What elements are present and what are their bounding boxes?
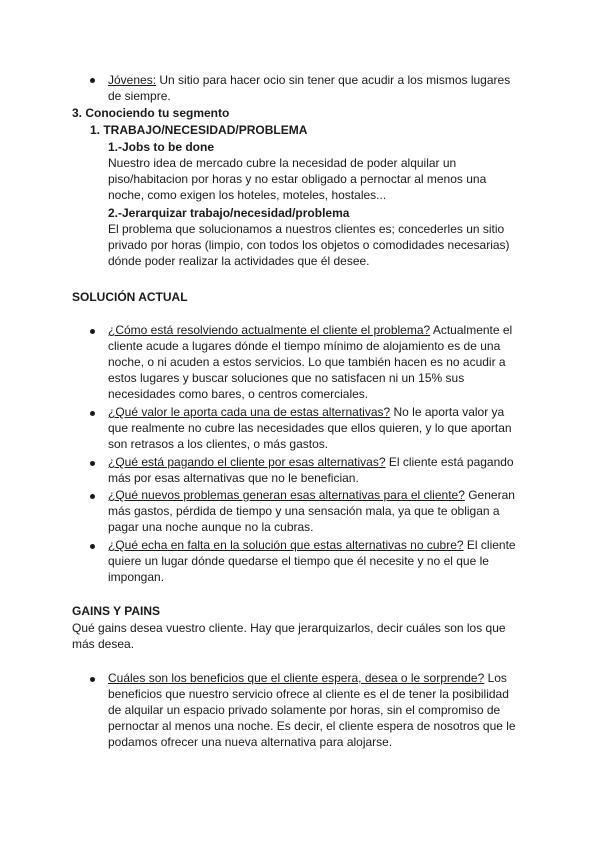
paragraph-line: El problema que solucionamos a nuestros clientes es; concederles un sitio <box>108 222 505 236</box>
bullet-icon <box>90 677 95 682</box>
bullet-line: que realmente no cubre las necesidades que ellos quieren, y lo que aportan <box>108 421 512 435</box>
bullet-line: podamos ofrecer una nueva alternativa para alojarse. <box>108 735 393 749</box>
bullet-line: más gastos, pérdida de tiempo y una sensación mala, ya que te obligan a <box>108 504 500 518</box>
bullet-line: más por esas alternativas que no le benefician. <box>108 471 359 485</box>
bullet-line: necesidades como bares, o centros comerciales. <box>108 387 369 401</box>
bullet-line: son retrasos a los clientes, o más gastos. <box>108 437 329 451</box>
paragraph-line: Nuestro idea de mercado cubre la necesidad de poder alquilar un <box>108 156 457 170</box>
bullet-icon <box>90 329 95 334</box>
bullet-icon <box>90 494 95 499</box>
bullet-line: de alquilar un espacio privado solamente por horas, sin el compromiso de <box>108 703 501 717</box>
bullet-icon <box>90 461 95 466</box>
bullet-line: estos lugares y buscar soluciones que no satisfacen ni un 15% sus <box>108 371 465 385</box>
sub-heading: 1. TRABAJO/NECESIDAD/PROBLEMA <box>90 123 308 137</box>
bullet-line: quiere un lugar dónde quedarse el tiempo que él necesite y no el que le <box>108 554 489 568</box>
rank-title: 2.-Jerarquizar trabajo/necesidad/problema <box>108 206 350 220</box>
bullet-line: ¿Qué echa en falta en la solución que estas alternativas no cubre? El cliente <box>108 538 516 552</box>
paragraph-line: privado por horas (limpio, con todos los objetos o comodidades necesarias) <box>108 238 510 252</box>
solucion-heading: SOLUCIÓN ACTUAL <box>72 290 188 304</box>
bullet-line: cliente acude a lugares dónde el tiempo mínimo de alojamiento es de una <box>108 339 501 353</box>
bullet-line: ¿Qué nuevos problemas generan esas alternativas para el cliente? Generan <box>108 488 515 502</box>
bullet-icon <box>90 544 95 549</box>
paragraph-line: Qué gains desea vuestro cliente. Hay que jerarquizarlos, decir cuáles son los que <box>72 621 506 635</box>
paragraph-line: noche, como exigen los hoteles, moteles, hostales... <box>108 188 387 202</box>
bullet-line: beneficios que nuestro servicio ofrece al cliente es el de tener la posibilidad <box>108 687 509 701</box>
bullet-line: noche, o ni acuden a estos servicios. Lo que también hacen es no acudir a <box>108 355 506 369</box>
paragraph-line: dónde poder realizar la actividades que él desee. <box>108 254 370 268</box>
bullet-line: impongan. <box>108 570 165 584</box>
gains-heading: GAINS Y PAINS <box>72 604 161 618</box>
section-heading: 3. Conociendo tu segmento <box>72 106 230 120</box>
bullet-icon <box>90 78 95 83</box>
paragraph-line: piso/habitacion por horas y no estar obligado a pernoctar al menos una <box>108 172 487 186</box>
bullet-line: pagar una noche aunque no la cubras. <box>108 520 314 534</box>
bullet-line: de siempre. <box>108 89 171 103</box>
bullet-line: ¿Cómo está resolviendo actualmente el cliente el problema? Actualmente el <box>108 323 513 337</box>
bullet-icon <box>90 411 95 416</box>
bullet-line: Cuáles son los beneficios que el cliente espera, desea o le sorprende? Los <box>108 671 507 685</box>
bullet-line: ¿Qué está pagando el cliente por esas alternativas? El cliente está pagando <box>108 455 514 469</box>
bullet-line: Jóvenes: Un sitio para hacer ocio sin tener que acudir a los mismos lugares <box>108 73 511 87</box>
bullet-line: pernoctar al menos una noche. Es decir, el cliente espera de nosotros que le <box>108 719 516 733</box>
bullet-line: ¿Qué valor le aporta cada una de estas alternativas? No le aporta valor ya <box>108 405 505 419</box>
jobs-title: 1.-Jobs to be done <box>108 140 215 154</box>
paragraph-line: más desea. <box>72 637 135 651</box>
